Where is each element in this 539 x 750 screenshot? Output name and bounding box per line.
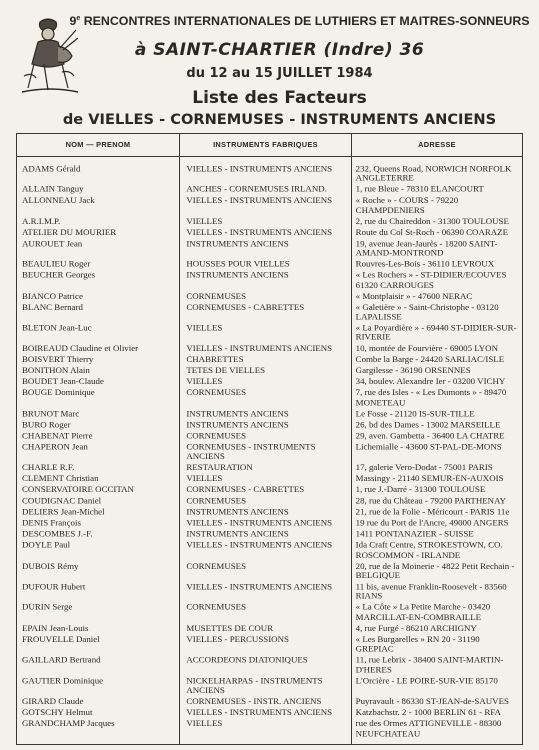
table-row [17,196,522,215]
instruments-made: VIELLES - INSTRUMENTS ANCIENS [186,540,333,550]
maker-address: Massingy - 21140 SEMUR-EN-AUXOIS [355,473,504,484]
table-row [17,420,522,430]
instruments-made: CORNEMUSES [186,388,247,398]
maker-address: Ida Craft Centre, STROKESTOWN, CO. ROSCOMMON - IRLANDE [355,540,503,560]
table-row [17,355,522,365]
maker-address: « La Côte » La Petite Marche - 03420 MARCILLAT-EN-COMBRAILLE [355,602,491,622]
instruments-made: VIELLES - INSTRUMENTS ANCIENS [186,227,333,237]
maker-name: BLANC Bernard [22,302,83,312]
maker-address: Gargilesse - 36190 ORSENNES [355,365,471,376]
table-row [17,366,522,376]
instruments-made: CORNEMUSES [186,602,247,612]
table-row [17,603,522,622]
maker-name: AUROUET Jean [22,238,83,248]
maker-name: ADAMS Gérald [22,164,81,174]
instruments-made: ACCORDEONS DIATONIQUES [186,655,308,665]
table-row [17,582,522,601]
maker-address: 1, rue Bleue - 78310 ELANCOURT [355,184,484,194]
maker-name: CHAPERON Jean [22,442,88,452]
maker-address: 10, montée de Fourvière - 69005 LYON [355,343,498,354]
maker-name: BONITHON Alain [22,365,90,376]
maker-address: L'Orcière - LE POIRE-SUR-VIE 85170 [355,675,498,686]
maker-address: 7, rue des Isles - « Les Dumonts » - 89470 MONETEAU [355,388,507,408]
list-subtitle: de VIELLES - CORNEMUSES - INSTRUMENTS ANCIENS [62,111,497,128]
table-row [17,259,522,269]
header-divider [17,156,522,157]
maker-name: COUDIGNAC Daniel [22,496,102,506]
table-row [17,676,522,695]
maker-name: BOUGE Dominique [22,388,95,398]
instruments-made: CORNEMUSES [186,496,247,506]
maker-name: DUBOIS Rémy [22,561,79,571]
instruments-made: INSTRUMENTS ANCIENS [186,408,289,419]
instruments-made: CORNEMUSES [186,291,247,301]
maker-name: BEAULIEU Roger [22,259,91,269]
maker-address: 28, rue du Château - 79200 PARTHENAY [355,496,507,506]
maker-address: 19 rue du Port de l'Ancre, 49000 ANGERS [355,518,509,528]
column-header-address: ADRESSE [418,140,456,149]
maker-name: CHABENAT Pierre [22,431,93,441]
instruments-made: VIELLES [186,216,223,226]
maker-address: Combe la Barge - 24420 SARLIAC/ISLE [355,354,505,365]
maker-name: DELIERS Jean-Michel [22,507,105,517]
instruments-made: RESTAURATION [186,462,253,473]
maker-name: GIRARD Claude [22,696,84,706]
table-row [17,377,522,387]
instruments-made: INSTRUMENTS ANCIENS [186,507,289,517]
maker-address: 1411 PONTANAZIER - SUISSE [355,529,474,539]
maker-address: 17, galerie Vero-Dodat - 75001 PARIS [355,462,493,473]
table-row [17,635,522,654]
instruments-made: CHABRETTES [186,354,244,365]
maker-address: Puyravault - 86330 ST-JEAN-de-SAUVES [355,696,509,706]
maker-address: « Galetière » - Saint-Christophe - 03120 LAPALISSE [355,302,499,322]
table-row [17,431,522,441]
table-row [17,518,522,528]
table-row [17,708,522,718]
maker-address: « Roche » - COURS - 79220 CHAMPDENIERS [355,195,459,215]
instruments-made: ANCHES - CORNEMUSES IRLAND. [186,184,327,194]
table-row [17,388,522,407]
table-row [17,291,522,301]
maker-name: BLETON Jean-Luc [22,323,92,333]
maker-address: 2, rue du Chaireddon - 31300 TOULOUSE [355,216,509,226]
maker-address: « La Poyardière » - 69440 ST-DIDIER-SUR-RIVERIE [355,323,517,342]
maker-address: Route du Col St-Roch - 06390 COARAZE [355,227,509,237]
maker-name: A.R.I.M.P. [22,216,61,226]
instruments-made: VIELLES [186,473,223,484]
table-row [17,228,522,238]
instruments-made: MUSETTES DE COUR [186,623,274,633]
maker-name: GOTSCHY Helmut [22,707,93,717]
maker-name: BOIREAUD Claudine et Olivier [22,343,139,354]
table-row [17,541,522,560]
maker-name: BOUDET Jean-Claude [22,377,104,387]
maker-name: DOYLE Paul [22,540,71,550]
table-row [17,442,522,461]
maker-name: ALLAIN Tanguy [22,184,84,194]
table-row [17,485,522,495]
maker-address: Katzbachstr. 2 - 1000 BERLIN 61 - RFA [355,707,501,717]
column-header-name: NOM — PRENOM [65,140,131,149]
instruments-made: CORNEMUSES - CABRETTES [186,485,305,495]
maker-name: CHARLE R.F. [22,462,75,473]
maker-name: BOISVERT Thierry [22,354,94,365]
table-row [17,239,522,258]
makers-table [16,133,523,745]
table-row [17,164,522,183]
instruments-made: CORNEMUSES - CABRETTES [186,302,305,312]
table-body [17,164,522,740]
table-row [17,655,522,674]
maker-name: BIANCO Patrice [22,291,83,301]
table-row [17,463,522,473]
maker-name: GAILLARD Bertrand [22,655,101,665]
maker-name: DURIN Serge [22,602,73,612]
table-row [17,719,522,738]
list-title: Liste des Facteurs [192,88,367,108]
instruments-made: CORNEMUSES [186,561,247,571]
maker-address: Lichemialle - 43600 ST-PAL-DE-MONS [355,442,502,452]
table-row [17,496,522,506]
maker-address: « Les Burgarelles » RN 20 - 31190 GREPIAC [355,634,480,654]
maker-address: 20, rue de la Moinerie - 4822 Petit Rechain - BELGIQUE [355,561,515,581]
maker-address: « Montplaisir » - 47600 NERAC [355,291,473,301]
table-row [17,271,522,290]
table-row [17,323,522,342]
instruments-made: INSTRUMENTS ANCIENS [186,238,289,248]
instruments-made: VIELLES - PERCUSSIONS [186,634,289,644]
instruments-made: CORNEMUSES [186,431,247,441]
instruments-made: VIELLES - INSTRUMENTS ANCIENS [186,581,333,592]
table-row [17,474,522,484]
maker-address: 19, avenue Jean-Jaurès - 18200 SAINT-AMAND-MONTROND [355,238,498,258]
instruments-made: VIELLES [186,377,223,387]
instruments-made: VIELLES [186,323,223,333]
maker-name: BRUNOT Marc [22,408,80,419]
instruments-made: VIELLES - INSTRUMENTS ANCIENS [186,707,333,717]
table-row [17,302,522,321]
instruments-made: INSTRUMENTS ANCIENS [186,270,289,280]
maker-address: rue des Ormes ATTIGNEVILLE - 88300 NEUFCHATEAU [355,718,502,738]
maker-name: CLEMENT Christian [22,473,99,484]
maker-name: ALLONNEAU Jack [22,195,95,206]
column-header-instruments: INSTRUMENTS FABRIQUES [213,140,318,149]
instruments-made: CORNEMUSES - INSTRUMENTS ANCIENS [186,442,316,462]
instruments-made: VIELLES - INSTRUMENTS ANCIENS [186,343,333,354]
maker-address: 11, rue Lebrix - 38400 SAINT-MARTIN-D'HERES [355,655,504,675]
instruments-made: HOUSSES POUR VIELLES [186,259,290,269]
maker-name: GRANDCHAMP Jacques [22,718,115,729]
event-dates: du 12 au 15 JUILLET 1984 [186,66,373,81]
maker-address: 21, rue de la Folie - Méricourt - PARIS 11e [355,507,510,517]
event-title: 9e RENCONTRES INTERNATIONALES DE LUTHIERS ET MAITRES-SONNEURS [69,14,530,28]
table-row [17,344,522,354]
maker-address: Le Fosse - 21120 IS-SUR-TILLE [355,408,475,419]
table-row [17,409,522,419]
instruments-made: INSTRUMENTS ANCIENS [186,529,289,539]
maker-address: « Les Rochers » - ST-DIDIER/ECOUVES 61320 CARROUGES [355,270,507,290]
maker-address: 232, Queens Road, NORWICH NORFOLK ANGLETERRE [355,164,512,183]
maker-address: 29, aven. Gambetta - 36400 LA CHATRE [355,431,505,441]
maker-address: 11 bis, avenue Franklin-Roosevelt - 83560 RIANS [355,581,507,601]
maker-address: Rouvres-Les-Bois - 36110 LEVROUX [355,259,495,269]
table-row [17,561,522,580]
instruments-made: VIELLES [186,718,223,729]
maker-address: 4, rue Furgé - 86210 ARCHIGNY [355,623,477,633]
instruments-made: TETES DE VIELLES [186,365,266,376]
instruments-made: INSTRUMENTS ANCIENS [186,419,289,430]
maker-name: BEUCHER Georges [22,270,96,280]
maker-name: CONSERVATOIRE OCCITAN [22,485,134,495]
maker-name: GAUTIER Dominique [22,675,104,686]
maker-address: 26, bd des Dames - 13002 MARSEILLE [355,419,501,430]
instruments-made: VIELLES - INSTRUMENTS ANCIENS [186,518,333,528]
instruments-made: NICKELHARPAS - INSTRUMENTS ANCIENS [186,675,323,695]
table-row [17,623,522,633]
maker-address: 1, rue J.-Darré - 31300 TOULOUSE [355,485,486,495]
maker-name: BURO Roger [22,419,71,430]
maker-name: EPAIN Jean-Louis [22,623,89,633]
maker-name: FROUVELLE Daniel [22,634,100,644]
instruments-made: VIELLES - INSTRUMENTS ANCIENS [186,164,333,174]
maker-name: DENIS François [22,518,81,528]
maker-address: 34, boulev. Alexandre Ier - 03200 VICHY [355,377,506,387]
event-location: à SAINT-CHARTIER (Indre) 36 [134,40,425,60]
maker-name: DESCOMBES J.-F. [22,529,93,539]
table-row [17,217,522,227]
maker-name: DUFOUR Hubert [22,581,86,592]
table-row [17,185,522,195]
instruments-made: VIELLES - INSTRUMENTS ANCIENS [186,195,333,206]
table-row [17,529,522,539]
maker-name: ATELIER DU MOURIER [22,227,117,237]
table-row [17,507,522,517]
table-row [17,697,522,707]
instruments-made: CORNEMUSES - INSTR. ANCIENS [186,696,322,706]
